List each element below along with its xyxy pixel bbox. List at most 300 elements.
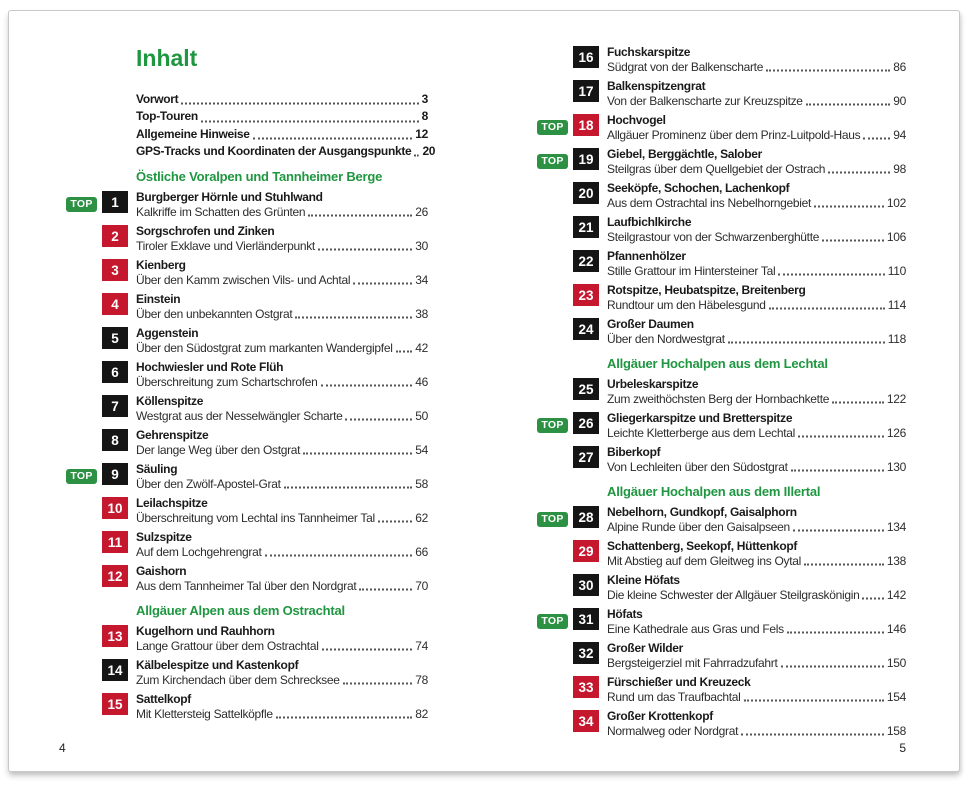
- frontmatter-line: [136, 108, 428, 125]
- tour-number-badge: 11: [102, 531, 128, 553]
- top-badge: TOP: [537, 120, 568, 135]
- entry-subtitle: Die kleine Schwester der Allgäuer Steilgraskönigin: [607, 588, 860, 602]
- tour-number-badge: 27: [573, 446, 599, 468]
- entry-text: [607, 249, 906, 279]
- entry-text: [607, 45, 906, 75]
- entry-title: Biberkopf: [607, 445, 661, 459]
- top-badge-slot: [66, 462, 102, 492]
- dot-leader: [828, 172, 890, 174]
- dot-leader: [862, 598, 883, 600]
- entry-page-number: 102: [886, 196, 906, 210]
- entry-page-number: 90: [893, 94, 906, 108]
- toc-entry: [66, 496, 428, 526]
- dot-leader: [322, 649, 413, 651]
- toc-entry: [537, 147, 906, 177]
- entry-subtitle: Überschreitung vom Lechtal ins Tannheimer Tal: [136, 511, 375, 526]
- entry-text: [607, 709, 906, 739]
- toc-entry: [66, 292, 428, 322]
- entry-title: Kugelhorn und Rauhhorn: [136, 624, 275, 639]
- entry-text: [607, 79, 906, 109]
- entry-text: [136, 624, 428, 654]
- dot-leader: [414, 155, 419, 157]
- entry-page-number: 138: [886, 554, 906, 568]
- entry-subtitle-row: [607, 392, 906, 407]
- entry-page-number: 154: [886, 690, 906, 704]
- top-badge-slot: [537, 147, 573, 177]
- entry-title: Aggenstein: [136, 326, 199, 341]
- toc-entry: [537, 709, 906, 739]
- entry-title: Gaishorn: [136, 564, 187, 579]
- top-badge-slot: [66, 258, 102, 288]
- dot-leader: [798, 436, 884, 438]
- entry-title: Leilachspitze: [136, 496, 208, 511]
- entry-text: [607, 539, 906, 569]
- entry-text: [136, 190, 428, 220]
- toc-entry: [66, 224, 428, 254]
- tour-number-badge: 21: [573, 216, 599, 238]
- entry-page-number: 94: [893, 128, 906, 142]
- dot-leader: [253, 137, 413, 139]
- entry-page-number: 70: [415, 579, 428, 594]
- entry-subtitle: Mit Klettersteig Sattelköpfle: [136, 707, 273, 722]
- entry-text: [136, 428, 428, 458]
- toc-entry: [537, 317, 906, 347]
- entry-text: [136, 224, 428, 254]
- entry-title: Kleine Höfats: [607, 573, 680, 587]
- tour-number-badge: 31: [573, 608, 599, 630]
- top-badge-slot: [537, 607, 573, 637]
- toc-entry: [66, 360, 428, 390]
- entry-text: [136, 360, 428, 390]
- frontmatter-label: Top-Touren: [136, 109, 198, 124]
- tour-number-badge: 6: [102, 361, 128, 383]
- toc-entry: [537, 539, 906, 569]
- entry-page-number: 46: [415, 375, 428, 390]
- tour-number-badge: 3: [102, 259, 128, 281]
- entry-title: Großer Wilder: [607, 641, 684, 655]
- entry-page-number: 74: [415, 639, 428, 654]
- dot-leader: [781, 666, 884, 668]
- toc-entry: [66, 428, 428, 458]
- entry-subtitle: Steilgras über dem Quellgebiet der Ostrach: [607, 162, 826, 176]
- entry-subtitle: Westgrat aus der Nesselwängler Scharte: [136, 409, 343, 424]
- entry-text: [607, 573, 906, 603]
- entry-subtitle: Stille Grattour im Hintersteiner Tal: [607, 264, 776, 278]
- top-badge-slot: [537, 113, 573, 143]
- tour-number-badge: 23: [573, 284, 599, 306]
- tour-number-badge: 9: [102, 463, 128, 485]
- entry-subtitle: Aus dem Tannheimer Tal über den Nordgrat: [136, 579, 357, 594]
- tour-number-badge: 22: [573, 250, 599, 272]
- entry-subtitle-row: [136, 273, 428, 288]
- entry-page-number: 98: [893, 162, 906, 176]
- dot-leader: [295, 317, 412, 319]
- entry-subtitle-row: [607, 264, 906, 279]
- entry-text: [136, 692, 428, 722]
- toc-entry: [537, 377, 906, 407]
- dot-leader: [321, 385, 413, 387]
- entry-title: Sulzspitze: [136, 530, 192, 545]
- entry-text: [607, 411, 906, 441]
- entry-subtitle-row: [607, 690, 906, 705]
- entry-text: [607, 181, 906, 211]
- entry-subtitle-row: [607, 426, 906, 441]
- entry-subtitle-row: [607, 196, 906, 211]
- dot-leader: [766, 70, 890, 72]
- entry-subtitle: Über den Nordwestgrat: [607, 332, 725, 346]
- tour-number-badge: 2: [102, 225, 128, 247]
- toc-entry: [537, 641, 906, 671]
- entry-text: [136, 462, 428, 492]
- entry-subtitle: Rund um das Traufbachtal: [607, 690, 741, 704]
- entry-title: Balkenspitzengrat: [607, 79, 706, 93]
- entry-subtitle: Aus dem Ostrachtal ins Nebelhorngebiet: [607, 196, 812, 210]
- toc-entry: [66, 658, 428, 688]
- entry-page-number: 26: [415, 205, 428, 220]
- entry-subtitle-row: [136, 443, 428, 458]
- section-header: Allgäuer Alpen aus dem Ostrachtal: [136, 603, 345, 619]
- frontmatter-line: [136, 91, 428, 108]
- entry-subtitle-row: [607, 656, 906, 671]
- top-badge-slot: [537, 317, 573, 347]
- top-badge-slot: [66, 360, 102, 390]
- entry-subtitle-row: [607, 588, 906, 603]
- dot-leader: [804, 564, 884, 566]
- dot-leader: [359, 589, 412, 591]
- section-header: Östliche Voralpen und Tannheimer Berge: [136, 169, 383, 185]
- toc-entry: [66, 394, 428, 424]
- entry-title: Nebelhorn, Gundkopf, Gaisalphorn: [607, 505, 797, 519]
- tour-number-badge: 26: [573, 412, 599, 434]
- entry-subtitle: Allgäuer Prominenz über dem Prinz-Luitpold-Haus: [607, 128, 861, 142]
- entry-title: Rotspitze, Heubatspitze, Breitenberg: [607, 283, 806, 297]
- entry-text: [607, 641, 906, 671]
- toc-entry: [537, 411, 906, 441]
- dot-leader: [318, 249, 412, 251]
- tour-number-badge: 1: [102, 191, 128, 213]
- entry-title: Giebel, Berggächtle, Salober: [607, 147, 762, 161]
- entry-page-number: 122: [886, 392, 906, 406]
- entry-title: Pfannenhölzer: [607, 249, 686, 263]
- entry-page-number: 58: [415, 477, 428, 492]
- toc-entry: [66, 624, 428, 654]
- toc-entry: [66, 462, 428, 492]
- entry-subtitle-row: [136, 639, 428, 654]
- entry-subtitle-row: [136, 511, 428, 526]
- page-number-right: 5: [899, 741, 906, 755]
- top-badge-slot: [537, 79, 573, 109]
- entry-subtitle-row: [136, 477, 428, 492]
- tour-number-badge: 10: [102, 497, 128, 519]
- frontmatter-list: [136, 91, 436, 160]
- toc-entry: [537, 505, 906, 535]
- entry-text: [607, 283, 906, 313]
- top-badge-slot: [66, 658, 102, 688]
- tour-number-badge: 12: [102, 565, 128, 587]
- dot-leader: [276, 717, 413, 719]
- entry-page-number: 118: [887, 332, 906, 346]
- entry-page-number: 54: [415, 443, 428, 458]
- entry-title: Kienberg: [136, 258, 186, 273]
- top-badge: TOP: [537, 512, 568, 527]
- dot-leader: [201, 120, 419, 122]
- dot-leader: [806, 104, 891, 106]
- entry-page-number: 78: [415, 673, 428, 688]
- entry-subtitle: Über den Südostgrat zum markanten Wandergipfel: [136, 341, 393, 356]
- entry-subtitle-row: [607, 622, 906, 637]
- entry-subtitle-row: [607, 332, 906, 347]
- entry-subtitle: Von Lechleiten über den Südostgrat: [607, 460, 788, 474]
- entry-subtitle-row: [607, 298, 906, 313]
- tour-number-badge: 30: [573, 574, 599, 596]
- tour-number-badge: 18: [573, 114, 599, 136]
- frontmatter-page-number: 3: [421, 92, 428, 106]
- entry-page-number: 30: [415, 239, 428, 254]
- entry-subtitle: Über den unbekannten Ostgrat: [136, 307, 293, 322]
- entry-title: Fuchskarspitze: [607, 45, 691, 59]
- entry-page-number: 62: [415, 511, 428, 526]
- toc-entry: [66, 326, 428, 356]
- entry-text: [136, 394, 428, 424]
- toc-entry: [537, 45, 906, 75]
- page-number-left: 4: [59, 741, 66, 755]
- entry-subtitle-row: [607, 94, 906, 109]
- entry-page-number: 66: [415, 545, 428, 560]
- entry-subtitle: Rundtour um den Häbelesgund: [607, 298, 766, 312]
- entry-title: Hochwiesler und Rote Flüh: [136, 360, 284, 375]
- frontmatter-page-number: 8: [421, 109, 428, 124]
- entry-text: [607, 675, 906, 705]
- top-badge-slot: [66, 692, 102, 722]
- entry-page-number: 134: [886, 520, 906, 534]
- dot-leader: [343, 683, 413, 685]
- dot-leader: [345, 419, 412, 421]
- entry-subtitle-row: [136, 307, 428, 322]
- entry-text: [607, 147, 906, 177]
- dot-leader: [769, 308, 885, 310]
- entry-subtitle: Eine Kathedrale aus Gras und Fels: [607, 622, 784, 636]
- tour-number-badge: 13: [102, 625, 128, 647]
- tour-number-badge: 20: [573, 182, 599, 204]
- dot-leader: [728, 342, 885, 344]
- entry-subtitle-row: [607, 520, 906, 535]
- top-badge-slot: [66, 624, 102, 654]
- entry-page-number: 38: [415, 307, 428, 322]
- top-badge-slot: [537, 45, 573, 75]
- toc-entry: [66, 258, 428, 288]
- entry-title: Gliegerkarspitze und Bretterspitze: [607, 411, 793, 425]
- entry-text: [607, 215, 906, 245]
- entry-subtitle-row: [136, 409, 428, 424]
- entry-subtitle: Südgrat von der Balkenscharte: [607, 60, 764, 74]
- top-badge-slot: [537, 377, 573, 407]
- entry-text: [136, 292, 428, 322]
- entry-text: [607, 505, 906, 535]
- entry-subtitle: Alpine Runde über den Gaisalpseen: [607, 520, 790, 534]
- dot-leader: [863, 138, 890, 140]
- top-badge: TOP: [66, 469, 97, 484]
- entry-page-number: 146: [886, 622, 906, 636]
- entry-subtitle-row: [607, 162, 906, 177]
- entry-subtitle: Überschreitung zum Schartschrofen: [136, 375, 318, 390]
- dot-leader: [396, 351, 413, 353]
- frontmatter-page-number: 20: [422, 143, 436, 158]
- entry-subtitle-row: [136, 375, 428, 390]
- section-header: Allgäuer Hochalpen aus dem Illertal: [607, 484, 821, 499]
- entry-title: Einstein: [136, 292, 181, 307]
- toc-entry: [537, 573, 906, 603]
- dot-leader: [814, 206, 884, 208]
- entry-subtitle-row: [136, 341, 428, 356]
- entry-title: Schattenberg, Seekopf, Hüttenkopf: [607, 539, 798, 553]
- entry-subtitle-row: [607, 230, 906, 245]
- entry-subtitle: Zum zweithöchsten Berg der Hornbachkette: [607, 392, 830, 406]
- entry-subtitle: Bergsteigerziel mit Fahrradzufahrt: [607, 656, 778, 670]
- entry-page-number: 106: [886, 230, 906, 244]
- top-badge-slot: [66, 530, 102, 560]
- entry-subtitle-row: [607, 554, 906, 569]
- toc-column-left: [66, 45, 436, 726]
- tour-number-badge: 28: [573, 506, 599, 528]
- entry-text: [136, 326, 428, 356]
- tour-number-badge: 7: [102, 395, 128, 417]
- toc-entry: [66, 530, 428, 560]
- toc-entry: [66, 190, 428, 220]
- entry-page-number: 82: [415, 707, 428, 722]
- book-spread-page: [8, 10, 960, 772]
- tour-number-badge: 34: [573, 710, 599, 732]
- entry-subtitle-row: [607, 60, 906, 75]
- section-header: Allgäuer Hochalpen aus dem Lechtal: [607, 356, 828, 371]
- top-badge-slot: [66, 292, 102, 322]
- top-badge-slot: [537, 641, 573, 671]
- dot-leader: [822, 240, 884, 242]
- top-badge-slot: [66, 496, 102, 526]
- tour-number-badge: 4: [102, 293, 128, 315]
- entry-page-number: 126: [886, 426, 906, 440]
- entry-subtitle: Normalweg oder Nordgrat: [607, 724, 739, 738]
- tour-number-badge: 5: [102, 327, 128, 349]
- tour-number-badge: 32: [573, 642, 599, 664]
- entry-subtitle-row: [136, 239, 428, 254]
- top-badge: TOP: [537, 614, 568, 629]
- top-badge-slot: [537, 709, 573, 739]
- entry-subtitle: Auf dem Lochgehrengrat: [136, 545, 262, 560]
- entry-title: Sattelkopf: [136, 692, 192, 707]
- dot-leader: [741, 734, 884, 736]
- entry-title: Sorgschrofen und Zinken: [136, 224, 275, 239]
- dot-leader: [832, 402, 884, 404]
- entry-title: Laufbichlkirche: [607, 215, 692, 229]
- toc-items-right: [537, 45, 906, 739]
- dot-leader: [265, 555, 413, 557]
- entry-subtitle: Mit Abstieg auf dem Gleitweg ins Oytal: [607, 554, 802, 568]
- dot-leader: [744, 700, 884, 702]
- entry-subtitle: Tiroler Exklave und Vierländerpunkt: [136, 239, 315, 254]
- entry-page-number: 42: [415, 341, 428, 356]
- entry-text: [607, 377, 906, 407]
- entry-title: Fürschießer und Kreuzeck: [607, 675, 751, 689]
- entry-subtitle: Kalkriffe im Schatten des Grünten: [136, 205, 306, 220]
- entry-subtitle-row: [607, 128, 906, 143]
- entry-title: Säuling: [136, 462, 178, 477]
- entry-subtitle: Lange Grattour über dem Ostrachtal: [136, 639, 319, 654]
- tour-number-badge: 14: [102, 659, 128, 681]
- frontmatter-line: [136, 126, 428, 143]
- entry-subtitle-row: [136, 579, 428, 594]
- entry-title: Höfats: [607, 607, 643, 621]
- dot-leader: [791, 470, 884, 472]
- toc-items-left: [66, 168, 428, 722]
- entry-page-number: 50: [415, 409, 428, 424]
- entry-title: Hochvogel: [607, 113, 666, 127]
- entry-text: [136, 564, 428, 594]
- dot-leader: [793, 530, 884, 532]
- tour-number-badge: 8: [102, 429, 128, 451]
- frontmatter-label: GPS-Tracks und Koordinaten der Ausgangspunkte: [136, 143, 412, 158]
- entry-subtitle-row: [136, 707, 428, 722]
- entry-subtitle: Leichte Kletterberge aus dem Lechtal: [607, 426, 795, 440]
- dot-leader: [778, 274, 884, 276]
- top-badge-slot: [66, 224, 102, 254]
- toc-entry: [537, 675, 906, 705]
- toc-entry: [537, 215, 906, 245]
- toc-entry: [66, 564, 428, 594]
- toc-entry: [66, 692, 428, 722]
- top-badge-slot: [537, 249, 573, 279]
- entry-text: [136, 258, 428, 288]
- entry-title: Großer Daumen: [607, 317, 694, 331]
- top-badge-slot: [66, 190, 102, 220]
- top-badge-slot: [66, 326, 102, 356]
- entry-text: [136, 658, 428, 688]
- entry-subtitle: Von der Balkenscharte zur Kreuzspitze: [607, 94, 803, 108]
- top-badge-slot: [537, 215, 573, 245]
- entry-text: [607, 317, 906, 347]
- top-badge-slot: [537, 505, 573, 535]
- top-badge-slot: [537, 181, 573, 211]
- tour-number-badge: 25: [573, 378, 599, 400]
- tour-number-badge: 17: [573, 80, 599, 102]
- toc-entry: [537, 113, 906, 143]
- entry-title: Burgberger Hörnle und Stuhlwand: [136, 190, 323, 205]
- top-badge-slot: [537, 573, 573, 603]
- page-title: Inhalt: [136, 45, 198, 71]
- tour-number-badge: 33: [573, 676, 599, 698]
- entry-text: [607, 607, 906, 637]
- toc-entry: [537, 607, 906, 637]
- entry-subtitle: Der lange Weg über den Ostgrat: [136, 443, 301, 458]
- tour-number-badge: 24: [573, 318, 599, 340]
- entry-page-number: 158: [886, 724, 906, 738]
- dot-leader: [378, 521, 412, 523]
- entry-text: [607, 113, 906, 143]
- frontmatter-line: [136, 143, 436, 160]
- entry-subtitle-row: [607, 460, 906, 475]
- top-badge: TOP: [537, 154, 568, 169]
- entry-page-number: 150: [886, 656, 906, 670]
- entry-subtitle: Über den Kamm zwischen Vils- und Achtal: [136, 273, 351, 288]
- entry-title: Kälbelespitze und Kastenkopf: [136, 658, 299, 673]
- entry-title: Gehrenspitze: [136, 428, 209, 443]
- top-badge-slot: [66, 564, 102, 594]
- toc-column-right: [537, 45, 906, 743]
- entry-page-number: 114: [887, 298, 906, 312]
- dot-leader: [787, 632, 884, 634]
- dot-leader: [308, 215, 412, 217]
- entry-page-number: 86: [893, 60, 906, 74]
- toc-entry: [537, 445, 906, 475]
